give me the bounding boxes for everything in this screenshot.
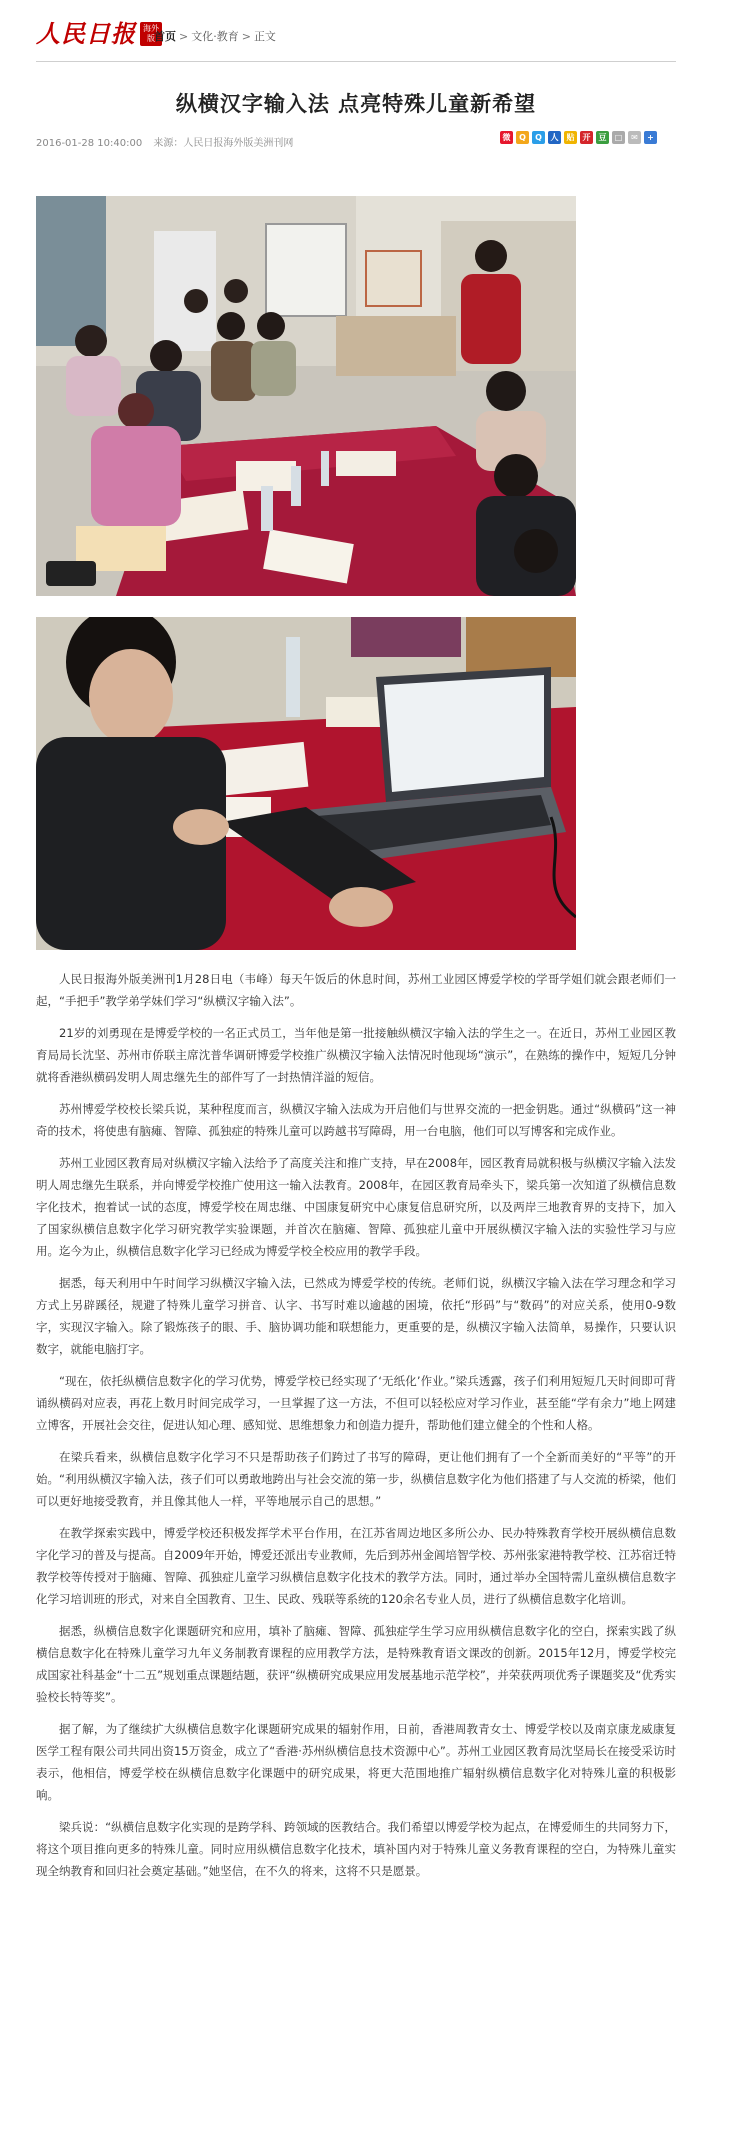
- breadcrumb: [154, 28, 276, 44]
- article-paragraph: 人民日报海外版美洲刊1月28日电（韦峰）每天午饭后的休息时间，苏州工业园区博爱学校的学哥学姐们就会跟老师们一起，“手把手”教学弟学妹们学习“纵横汉字输入法”。: [36, 972, 676, 1008]
- douban-icon[interactable]: 豆: [596, 131, 609, 144]
- breadcrumb-separator: >: [241, 29, 251, 43]
- article-photo-classroom: [36, 196, 576, 596]
- article-paragraph: 据了解，为了继续扩大纵横信息数字化课题研究成果的辐射作用，日前，香港周教青女士、博爱学校以及南京康龙威康复医学工程有限公司共同出资15万资金，成立了“香港·苏州纵横信息技术资源中心”。苏州工业园区教育局沈坚局长在接受采访时表示，他相信，博爱学校在纵横信息数字化课题中的研究成果，将更大范围地推广辐射纵横信息数字化对特殊儿童的积极影响。: [36, 1722, 676, 1802]
- qzone-icon[interactable]: Q: [516, 131, 529, 144]
- article-paragraph: 21岁的刘勇现在是博爱学校的一名正式员工，当年他是第一批接触纵横汉字输入法的学生之一。在近日，苏州工业园区教育局局长沈坚、苏州市侨联主席沈普华调研博爱学校推广纵横汉字输入法情况时他现场“演示”，在熟练的操作中，短短几分钟就将香港纵横码发明人周忠继先生的部件写了一封热情洋溢的短信。: [36, 1026, 676, 1084]
- logo-badge: 海外版: [140, 22, 162, 46]
- article-source: 来源：人民日报海外版美洲刊网: [153, 138, 294, 149]
- article-paragraph: 苏州工业园区教育局对纵横汉字输入法给予了高度关注和推广支持，早在2008年，园区教育局就积极与纵横汉字输入法发明人周忠继先生联系，并向博爱学校推广使用这一输入法教育。2008年，在园区教育局牵头下，梁兵第一次知道了纵横信息数字化技术，抱着试一试的态度，博爱学校在周忠继、中国康复研究中心康复信息研究所，以及两岸三地教育界的支持下，加入了国家纵横信息数字化学习研究教学实验课题，并首次在脑瘫、智障、孤独症儿童中开展纵横汉字输入法的实验性学习与应用。迄今为止，纵横信息数字化学习已经成为博爱学校全校应用的教学手段。: [36, 1156, 676, 1258]
- article-title: 纵横汉字输入法 点亮特殊儿童新希望: [175, 92, 537, 116]
- logo-text: 人民日报: [36, 19, 136, 48]
- weibo-icon[interactable]: 微: [500, 131, 513, 144]
- copy-icon[interactable]: □: [612, 131, 625, 144]
- site-header: [36, 14, 676, 60]
- share-toolbar: [500, 131, 660, 144]
- more-share-icon[interactable]: +: [644, 131, 657, 144]
- article-date: 2016-01-28 10:40:00: [36, 138, 143, 149]
- article-paragraph: 在教学探索实践中，博爱学校还积极发挥学术平台作用，在江苏省周边地区多所公办、民办特殊教育学校开展纵横信息数字化学习的普及与提高。自2009年开始，博爱还派出专业教师，先后到苏州金阊培智学校、苏州张家港特教学校、江苏宿迁特教学校等传授对于脑瘫、智障、孤独症儿童学习纵横信息数字化技术的教学方法。同时，通过举办全国特需儿童纵横信息数字化学习培训班的形式，对来自全国教育、卫生、民政、残联等系统的120余名专业人员，进行了纵横信息数字化培训。: [36, 1526, 676, 1606]
- article-paragraph: 据悉，每天利用中午时间学习纵横汉字输入法，已然成为博爱学校的传统。老师们说，纵横汉字输入法在学习理念和学习方式上另辟蹊径，规避了特殊儿童学习拼音、认字、书写时难以逾越的困境，依托“形码”与“数码”的对应关系，使用0-9数字，实现汉字输入。除了锻炼孩子的眼、手、脑协调功能和联想能力，更重要的是，纵横汉字输入法简单，易操作，只要认识数字，就能电脑打字。: [36, 1276, 676, 1356]
- breadcrumb-category-link[interactable]: 文化·教育: [191, 30, 239, 43]
- mail-icon[interactable]: ✉: [628, 131, 641, 144]
- article-paragraph: 梁兵说：“纵横信息数字化实现的是跨学科、跨领域的医教结合。我们希望以博爱学校为起点，在博爱师生的共同努力下，将这个项目推向更多的特殊儿童。同时应用纵横信息数字化技术，填补国内对于特殊儿童义务教育课程的空白，为特殊儿童实现全纳教育和回归社会奠定基础。”她坚信，在不久的将来，这将不只是愿景。: [36, 1820, 676, 1878]
- kaixin-icon[interactable]: 开: [580, 131, 593, 144]
- article-paragraph: 苏州博爱学校校长梁兵说，某种程度而言，纵横汉字输入法成为开启他们与世界交流的一把金钥匙。通过“纵横码”这一神奇的技术，将使患有脑瘫、智障、孤独症的特殊儿童可以跨越书写障碍，用一台电脑，他们可以写博客和完成作业。: [36, 1102, 676, 1138]
- breadcrumb-home-link[interactable]: 首页: [154, 30, 176, 43]
- article-paragraph: 在梁兵看来，纵横信息数字化学习不只是帮助孩子们跨过了书写的障碍，更让他们拥有了一个全新而美好的“平等”的开始。“利用纵横汉字输入法，孩子们可以勇敢地跨出与社会交流的第一步，纵横信息数字化为他们搭建了与人交流的桥梁，他们可以更好地接受教育，并且像其他人一样，平等地展示自己的思想。”: [36, 1450, 676, 1508]
- article-paragraph: “现在，依托纵横信息数字化的学习优势，博爱学校已经实现了‘无纸化’作业。”梁兵透露，孩子们利用短短几天时间即可背诵纵横码对应表，再花上数月时间完成学习，一旦掌握了这一方法，不但可以轻松应对学习作业，甚至能“学有余力”地上网建立博客，开展社会交往，促进认知心理、感知觉、思维想象力和创造力提升，帮助他们建立健全的个性和人格。: [36, 1374, 676, 1432]
- renren-icon[interactable]: 人: [548, 131, 561, 144]
- breadcrumb-separator: >: [179, 29, 189, 43]
- article-body: [36, 968, 676, 1892]
- tieba-icon[interactable]: 贴: [564, 131, 577, 144]
- qq-icon[interactable]: Q: [532, 131, 545, 144]
- header-divider: [36, 61, 676, 62]
- article-photo-typing: [36, 617, 576, 950]
- article-meta: [36, 134, 301, 149]
- site-logo[interactable]: [36, 20, 162, 48]
- article-paragraph: 据悉，纵横信息数字化课题研究和应用，填补了脑瘫、智障、孤独症学生学习应用纵横信息数字化的空白，探索实践了纵横信息数字化在特殊儿童学习九年义务制教育课程的应用教学方法，是特殊教育语文课改的创新。2015年12月，博爱学校完成国家社科基金“十二五”规划重点课题结题，获评“纵横研究成果应用发展基地示范学校”，并荣获两项优秀子课题奖及“优秀实验校长特等奖”。: [36, 1624, 676, 1704]
- breadcrumb-current: 正文: [253, 30, 276, 43]
